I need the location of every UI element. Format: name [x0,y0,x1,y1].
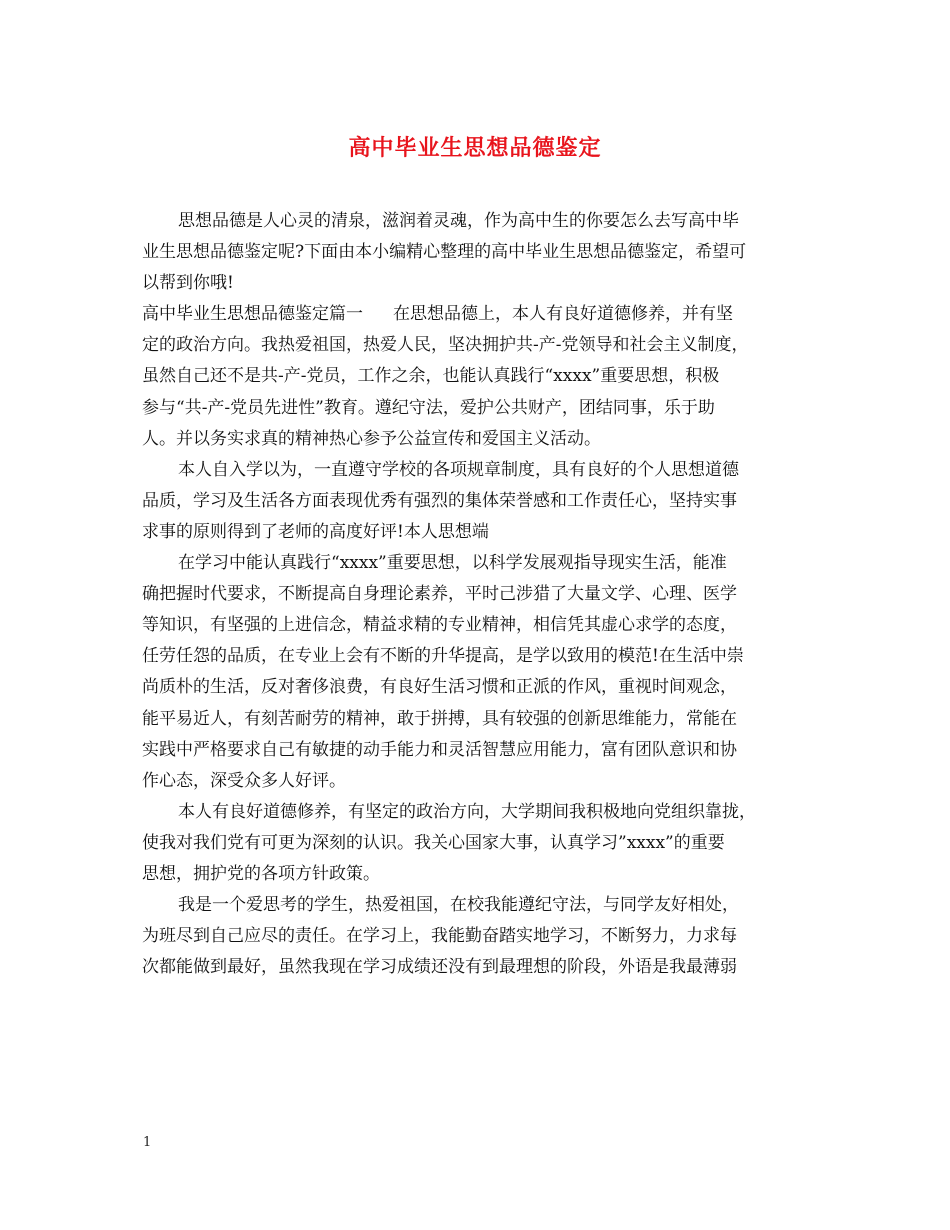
body-line: 思想，拥护党的各项方针政策。 [142,863,380,884]
body-line: 使我对我们党有可更为深刻的认识。我关心国家大事，认真学习”xxxx”的重要 [142,832,725,853]
body-line: 思想品德是人心灵的清泉，滋润着灵魂，作为高中生的你要怎么去写高中毕 [178,211,739,231]
document-title: 高中毕业生思想品德鉴定 [348,135,602,161]
body-line: 确把握时代要求，不断提高自身理论素养，平时己涉猎了大量文学、心理、医学 [142,584,737,605]
body-line: 人。并以务实求真的精神热心参予公益宣传和爱国主义活动。 [142,428,601,449]
section-heading-line [142,299,814,330]
body-line: 为班尽到自己应尽的责任。在学习上，我能勤奋踏实地学习，不断努力，力求每 [142,926,737,947]
body-line: 作心态，深受众多人好评。 [142,770,346,791]
body-line: 等知识，有坚强的上进信念，精益求精的专业精神，相信凭其虚心求学的态度， [142,615,737,636]
body-line: 尚质朴的生活，反对奢侈浪费，有良好生活习惯和正派的作风，重视时间观念， [142,677,737,698]
body-line: 我是一个爱思考的学生，热爱祖国，在校我能遵纪守法，与同学友好相处， [178,895,739,916]
body-line: 本人自入学以为，一直遵守学校的各项规章制度，具有良好的个人思想道德 [178,459,739,480]
body-line: 参与“共-产-党员先进性”教育。遵纪守法，爱护公共财产，团结同事，乐于助 [142,397,715,418]
body-line: 求事的原则得到了老师的高度好评!本人思想端 [142,521,489,542]
body-line: 定的政治方向。我热爱祖国，热爱人民，坚决拥护共-产-党领导和社会主义制度， [142,335,749,356]
body-line: 能平易近人，有刻苦耐劳的精神，敢于拼搏，具有较强的创新思维能力，常能在 [142,708,737,729]
body-line: 以帮到你哦! [142,273,234,294]
section-heading: 高中毕业生思想品德鉴定篇一 [142,304,363,325]
body-line: 业生思想品德鉴定呢?下面由本小编精心整理的高中毕业生思想品德鉴定，希望可 [142,242,747,263]
body-line: 本人有良好道德修养，有坚定的政治方向，大学期间我积极地向党组织靠拢， [178,801,756,822]
body-line: 在学习中能认真践行“xxxx”重要思想，以科学发展观指导现实生活，能准 [178,553,727,574]
body-line-segment: 在思想品德上，本人有良好道德修养，并有坚 [393,304,733,325]
body-line: 虽然自己还不是共-产-党员，工作之余，也能认真践行“xxxx”重要思想，积极 [142,366,720,387]
body-line: 次都能做到最好，虽然我现在学习成绩还没有到最理想的阶段，外语是我最薄弱 [142,957,737,978]
document-body [142,206,814,983]
page-number: 1 [143,1135,152,1150]
body-line: 实践中严格要求自己有敏捷的动手能力和灵活智慧应用能力，富有团队意识和协 [142,739,737,760]
body-line: 品质，学习及生活各方面表现优秀有强烈的集体荣誉感和工作责任心，坚持实事 [142,490,737,511]
body-line: 任劳任怨的品质，在专业上会有不断的升华提高，是学以致用的模范!在生活中崇 [142,646,744,667]
